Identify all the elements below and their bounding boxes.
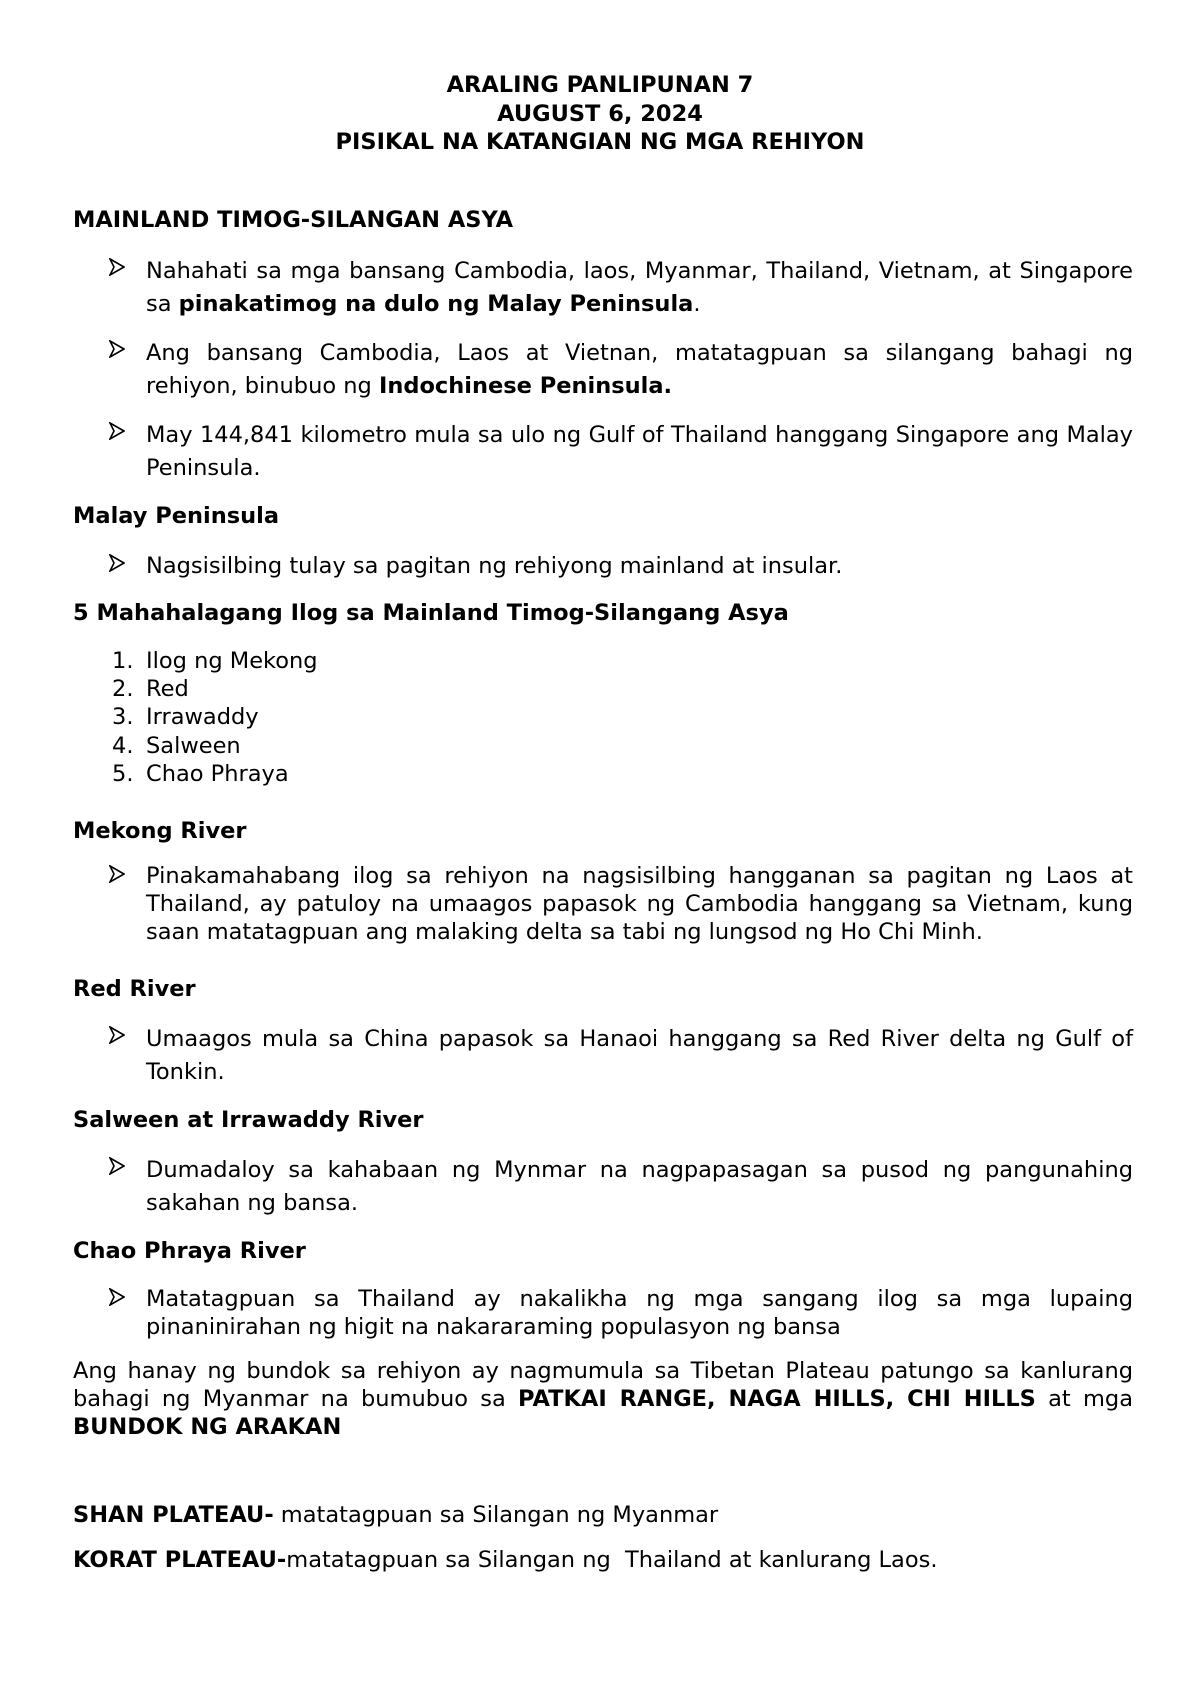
list-item: 5. Chao Phraya bbox=[112, 761, 289, 787]
heading-red-river: Red River bbox=[73, 976, 196, 1002]
bold-indochinese-peninsula: Indochinese Peninsula. bbox=[378, 373, 673, 399]
bullet-mainland-1: Nahahati sa mga bansang Cambodia, laos, Myanmar, Thailand, Vietnam, at Singapore sa pinakatimog na dulo ng Malay Peninsula. bbox=[73, 255, 1133, 321]
arrow-bullet-icon bbox=[109, 1288, 125, 1306]
bold-malay-peninsula: pinakatimog na dulo ng Malay Peninsula bbox=[178, 291, 694, 317]
bold-mountain-ranges: PATKAI RANGE, NAGA HILLS, CHI HILLS bbox=[518, 1386, 1036, 1412]
korat-plateau-line: KORAT PLATEAU-matatagpuan sa Silangan ng Thailand at kanlurang Laos. bbox=[73, 1547, 938, 1573]
arrow-bullet-icon bbox=[109, 1026, 125, 1044]
list-item: 3. Irrawaddy bbox=[112, 704, 259, 730]
korat-plateau-label: KORAT PLATEAU- bbox=[73, 1547, 287, 1573]
list-item: 1. Ilog ng Mekong bbox=[112, 648, 318, 674]
bullet-chao-1: Matatagpuan sa Thailand ay nakalikha ng mga sangang ilog sa mga lupaing pinaninirahan ng higit na nakararaming populasyon ng bansa bbox=[73, 1285, 1133, 1341]
list-item: 2. Red bbox=[112, 676, 189, 702]
arrow-bullet-icon bbox=[109, 554, 125, 572]
list-item: 4. Salween bbox=[112, 733, 241, 759]
heading-salween: Salween at Irrawaddy River bbox=[73, 1107, 424, 1133]
heading-mainland: MAINLAND TIMOG-SILANGAN ASYA bbox=[73, 207, 514, 233]
document-date: AUGUST 6, 2024 bbox=[497, 101, 703, 127]
bullet-mekong-1: Pinakamahabang ilog sa rehiyon na nagsisilbing hangganan sa pagitan ng Laos at Thailand, ay patuloy na umaagos papasok ng Cambodia hanggang sa Vietnam, kung saan matatagpuan ang malaking delta sa tabi ng lungsod ng Ho Chi Minh. bbox=[73, 862, 1133, 946]
heading-malay-peninsula: Malay Peninsula bbox=[73, 503, 280, 529]
bullet-mainland-2: Ang bansang Cambodia, Laos at Vietnan, matatagpuan sa silangang bahagi ng rehiyon, binubuo ng Indochinese Peninsula. bbox=[73, 337, 1133, 403]
heading-rivers: 5 Mahahalagang Ilog sa Mainland Timog-Silangang Asya bbox=[73, 600, 789, 626]
document-subtitle: PISIKAL NA KATANGIAN NG MGA REHIYON bbox=[335, 129, 865, 155]
arrow-bullet-icon bbox=[109, 422, 125, 440]
shan-plateau-line: SHAN PLATEAU- matatagpuan sa Silangan ng Myanmar bbox=[73, 1502, 719, 1528]
arrow-bullet-icon bbox=[109, 1157, 125, 1175]
arrow-bullet-icon bbox=[109, 258, 125, 276]
mountains-paragraph: Ang hanay ng bundok sa rehiyon ay nagmumula sa Tibetan Plateau patungo sa kanlurang bahagi ng Myanmar na bumubuo sa PATKAI RANGE, NAGA HILLS, CHI HILLS at mga BUNDOK NG ARAKAN bbox=[73, 1358, 1133, 1440]
bullet-mainland-3: May 144,841 kilometro mula sa ulo ng Gulf of Thailand hanggang Singapore ang Malay Peninsula. bbox=[73, 419, 1133, 485]
bullet-malay-1: Nagsisilbing tulay sa pagitan ng rehiyong mainland at insular. bbox=[73, 551, 1133, 581]
heading-chao-phraya: Chao Phraya River bbox=[73, 1238, 306, 1264]
bullet-red-1: Umaagos mula sa China papasok sa Hanaoi hanggang sa Red River delta ng Gulf of Tonkin. bbox=[73, 1023, 1133, 1089]
arrow-bullet-icon bbox=[109, 865, 125, 883]
bold-arakan: BUNDOK NG ARAKAN bbox=[73, 1414, 342, 1440]
bullet-salween-1: Dumadaloy sa kahabaan ng Mynmar na nagpapasagan sa pusod ng pangunahing sakahan ng bansa. bbox=[73, 1154, 1133, 1220]
shan-plateau-label: SHAN PLATEAU- bbox=[73, 1502, 274, 1528]
arrow-bullet-icon bbox=[109, 340, 125, 358]
document-title: ARALING PANLIPUNAN 7 bbox=[446, 72, 754, 98]
heading-mekong: Mekong River bbox=[73, 818, 247, 844]
